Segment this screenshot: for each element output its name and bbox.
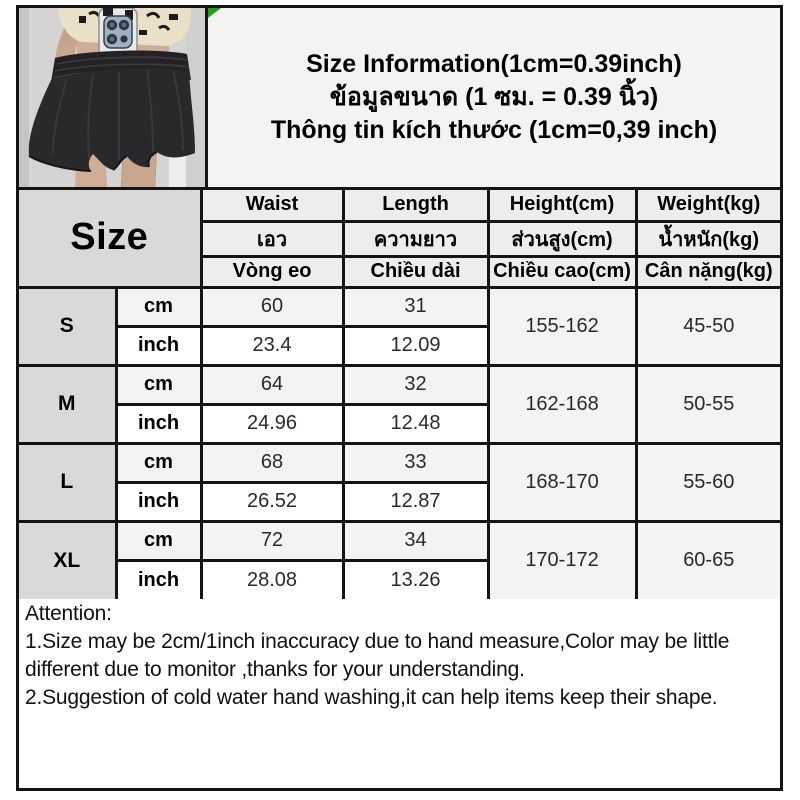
unit-label-cm: cm [116,521,201,560]
l-weight-range: 55-60 [636,443,780,521]
header-height-vi: Chiều cao(cm) [488,256,636,287]
size-table [19,190,780,599]
xl-waist-cm: 72 [201,521,343,560]
xl-length-inch: 13.26 [343,560,488,599]
table-row-l-cm [19,443,780,482]
header-length-en: Length [343,190,488,221]
header-height-en: Height(cm) [488,190,636,221]
green-corner-triangle-icon [208,8,221,18]
header-waist-th: เอว [201,221,343,256]
title-vietnamese: Thông tin kích thước (1cm=0,39 inch) [270,116,718,144]
s-length-cm: 31 [343,287,488,326]
header-weight-vi: Cân nặng(kg) [636,256,780,287]
l-length-inch: 12.87 [343,482,488,521]
m-height-range: 162-168 [488,365,636,443]
size-label-xl: XL [19,521,116,599]
attention-heading: Attention: [25,602,112,625]
table-row-xl-cm [19,521,780,560]
size-header-cell: Size [19,190,201,287]
s-waist-inch: 23.4 [201,326,343,365]
xl-weight-range: 60-65 [636,521,780,599]
header-weight-en: Weight(kg) [636,190,780,221]
xl-waist-inch: 28.08 [201,560,343,599]
unit-label-cm: cm [116,443,201,482]
title-thai: ข้อมูลขนาด (1 ซม. = 0.39 นิ้ว) [329,83,659,111]
table-row-m-cm [19,365,780,404]
header-weight-th: น้ำหนัก(kg) [636,221,780,256]
header-length-vi: Chiều dài [343,256,488,287]
unit-label-cm: cm [116,365,201,404]
title-area [208,8,780,187]
l-height-range: 168-170 [488,443,636,521]
attention-note-2: 2.Suggestion of cold water hand washing,it can help items keep their shape. [25,685,718,709]
attention-section [19,599,780,712]
s-length-inch: 12.09 [343,326,488,365]
s-weight-range: 45-50 [636,287,780,365]
header-length-th: ความยาว [343,221,488,256]
s-height-range: 155-162 [488,287,636,365]
header-waist-en: Waist [201,190,343,221]
l-waist-cm: 68 [201,443,343,482]
header-row-en [19,190,780,221]
xl-height-range: 170-172 [488,521,636,599]
unit-label-inch: inch [116,404,201,443]
l-waist-inch: 26.52 [201,482,343,521]
attention-note-1: 1.Size may be 2cm/1inch inaccuracy due to hand measure,Color may be little different due to monitor ,thanks for your understanding. [25,629,730,681]
l-length-cm: 33 [343,443,488,482]
header-height-th: ส่วนสูง(cm) [488,221,636,256]
size-label-m: M [19,365,116,443]
table-row-s-cm [19,287,780,326]
xl-length-cm: 34 [343,521,488,560]
s-waist-cm: 60 [201,287,343,326]
unit-label-inch: inch [116,326,201,365]
m-weight-range: 50-55 [636,365,780,443]
m-waist-cm: 64 [201,365,343,404]
size-label-l: L [19,443,116,521]
header-waist-vi: Vòng eo [201,256,343,287]
unit-label-inch: inch [116,560,201,599]
content-box [16,5,783,791]
title-english: Size Information(1cm=0.39inch) [306,50,682,78]
product-photo [19,8,208,187]
unit-label-cm: cm [116,287,201,326]
unit-label-inch: inch [116,482,201,521]
m-waist-inch: 24.96 [201,404,343,443]
m-length-inch: 12.48 [343,404,488,443]
top-section [19,8,780,190]
m-length-cm: 32 [343,365,488,404]
skirt-photo-illustration [19,8,205,187]
size-label-s: S [19,287,116,365]
